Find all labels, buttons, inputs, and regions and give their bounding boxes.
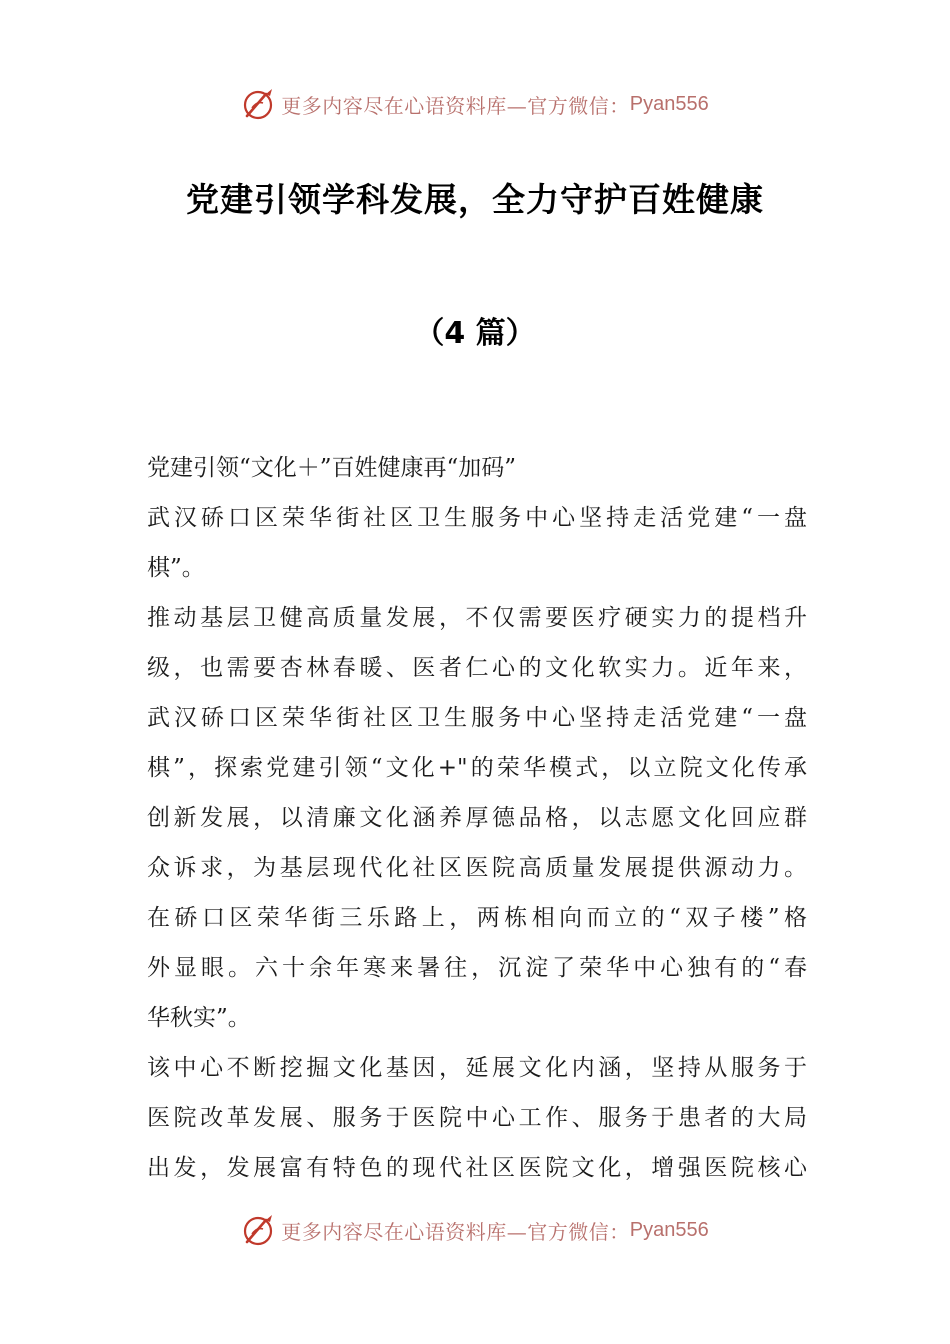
body-line: 棋”，探索党建引领“文化+"的荣华模式，以立院文化传承 <box>147 755 807 781</box>
document-subtitle: （4 篇） <box>414 316 536 351</box>
body-line: 众诉求，为基层现代化社区医院高质量发展提供源动力。 <box>147 855 807 881</box>
watermark-wechat-id: Pyan556 <box>629 1218 709 1241</box>
body-line: 武汉硚口区荣华街社区卫生服务中心坚持走活党建“一盘 <box>147 505 807 531</box>
document-title: 党建引领学科发展，全力守护百姓健康 <box>186 180 764 219</box>
body-line: 该中心不断挖掘文化基因，延展文化内涵，坚持从服务于 <box>147 1055 807 1081</box>
body-line: 华秋实”。 <box>147 1005 251 1031</box>
watermark-text: 更多内容尽在心语资料库—官方微信： <box>281 1219 630 1244</box>
watermark-text: 更多内容尽在心语资料库—官方微信： <box>281 93 630 118</box>
body-line: 创新发展，以清廉文化涵养厚德品格，以志愿文化回应群 <box>147 805 807 831</box>
watermark-header <box>0 84 950 124</box>
body-line: 棋”。 <box>147 555 205 581</box>
body-line: 级，也需要杏林春暖、医者仁心的文化软实力。近年来， <box>147 655 807 681</box>
body-line: 外显眼。六十余年寒来暑往，沉淀了荣华中心独有的“春 <box>147 955 807 981</box>
section-heading: 党建引领“文化＋”百姓健康再“加码” <box>147 455 517 481</box>
watermark-footer <box>0 1210 950 1250</box>
body-line: 武汉硚口区荣华街社区卫生服务中心坚持走活党建“一盘 <box>147 705 807 731</box>
body-line: 医院改革发展、服务于医院中心工作、服务于患者的大局 <box>147 1105 807 1131</box>
document-body <box>147 446 807 1196</box>
pen-logo-icon <box>241 86 277 122</box>
body-line: 推动基层卫健高质量发展，不仅需要医疗硬实力的提档升 <box>147 605 807 631</box>
watermark-wechat-id: Pyan556 <box>629 92 709 115</box>
body-line: 出发，发展富有特色的现代社区医院文化，增强医院核心 <box>147 1155 807 1181</box>
pen-logo-icon <box>241 1212 277 1248</box>
body-line: 在硚口区荣华街三乐路上，两栋相向而立的“双子楼”格 <box>147 905 807 931</box>
